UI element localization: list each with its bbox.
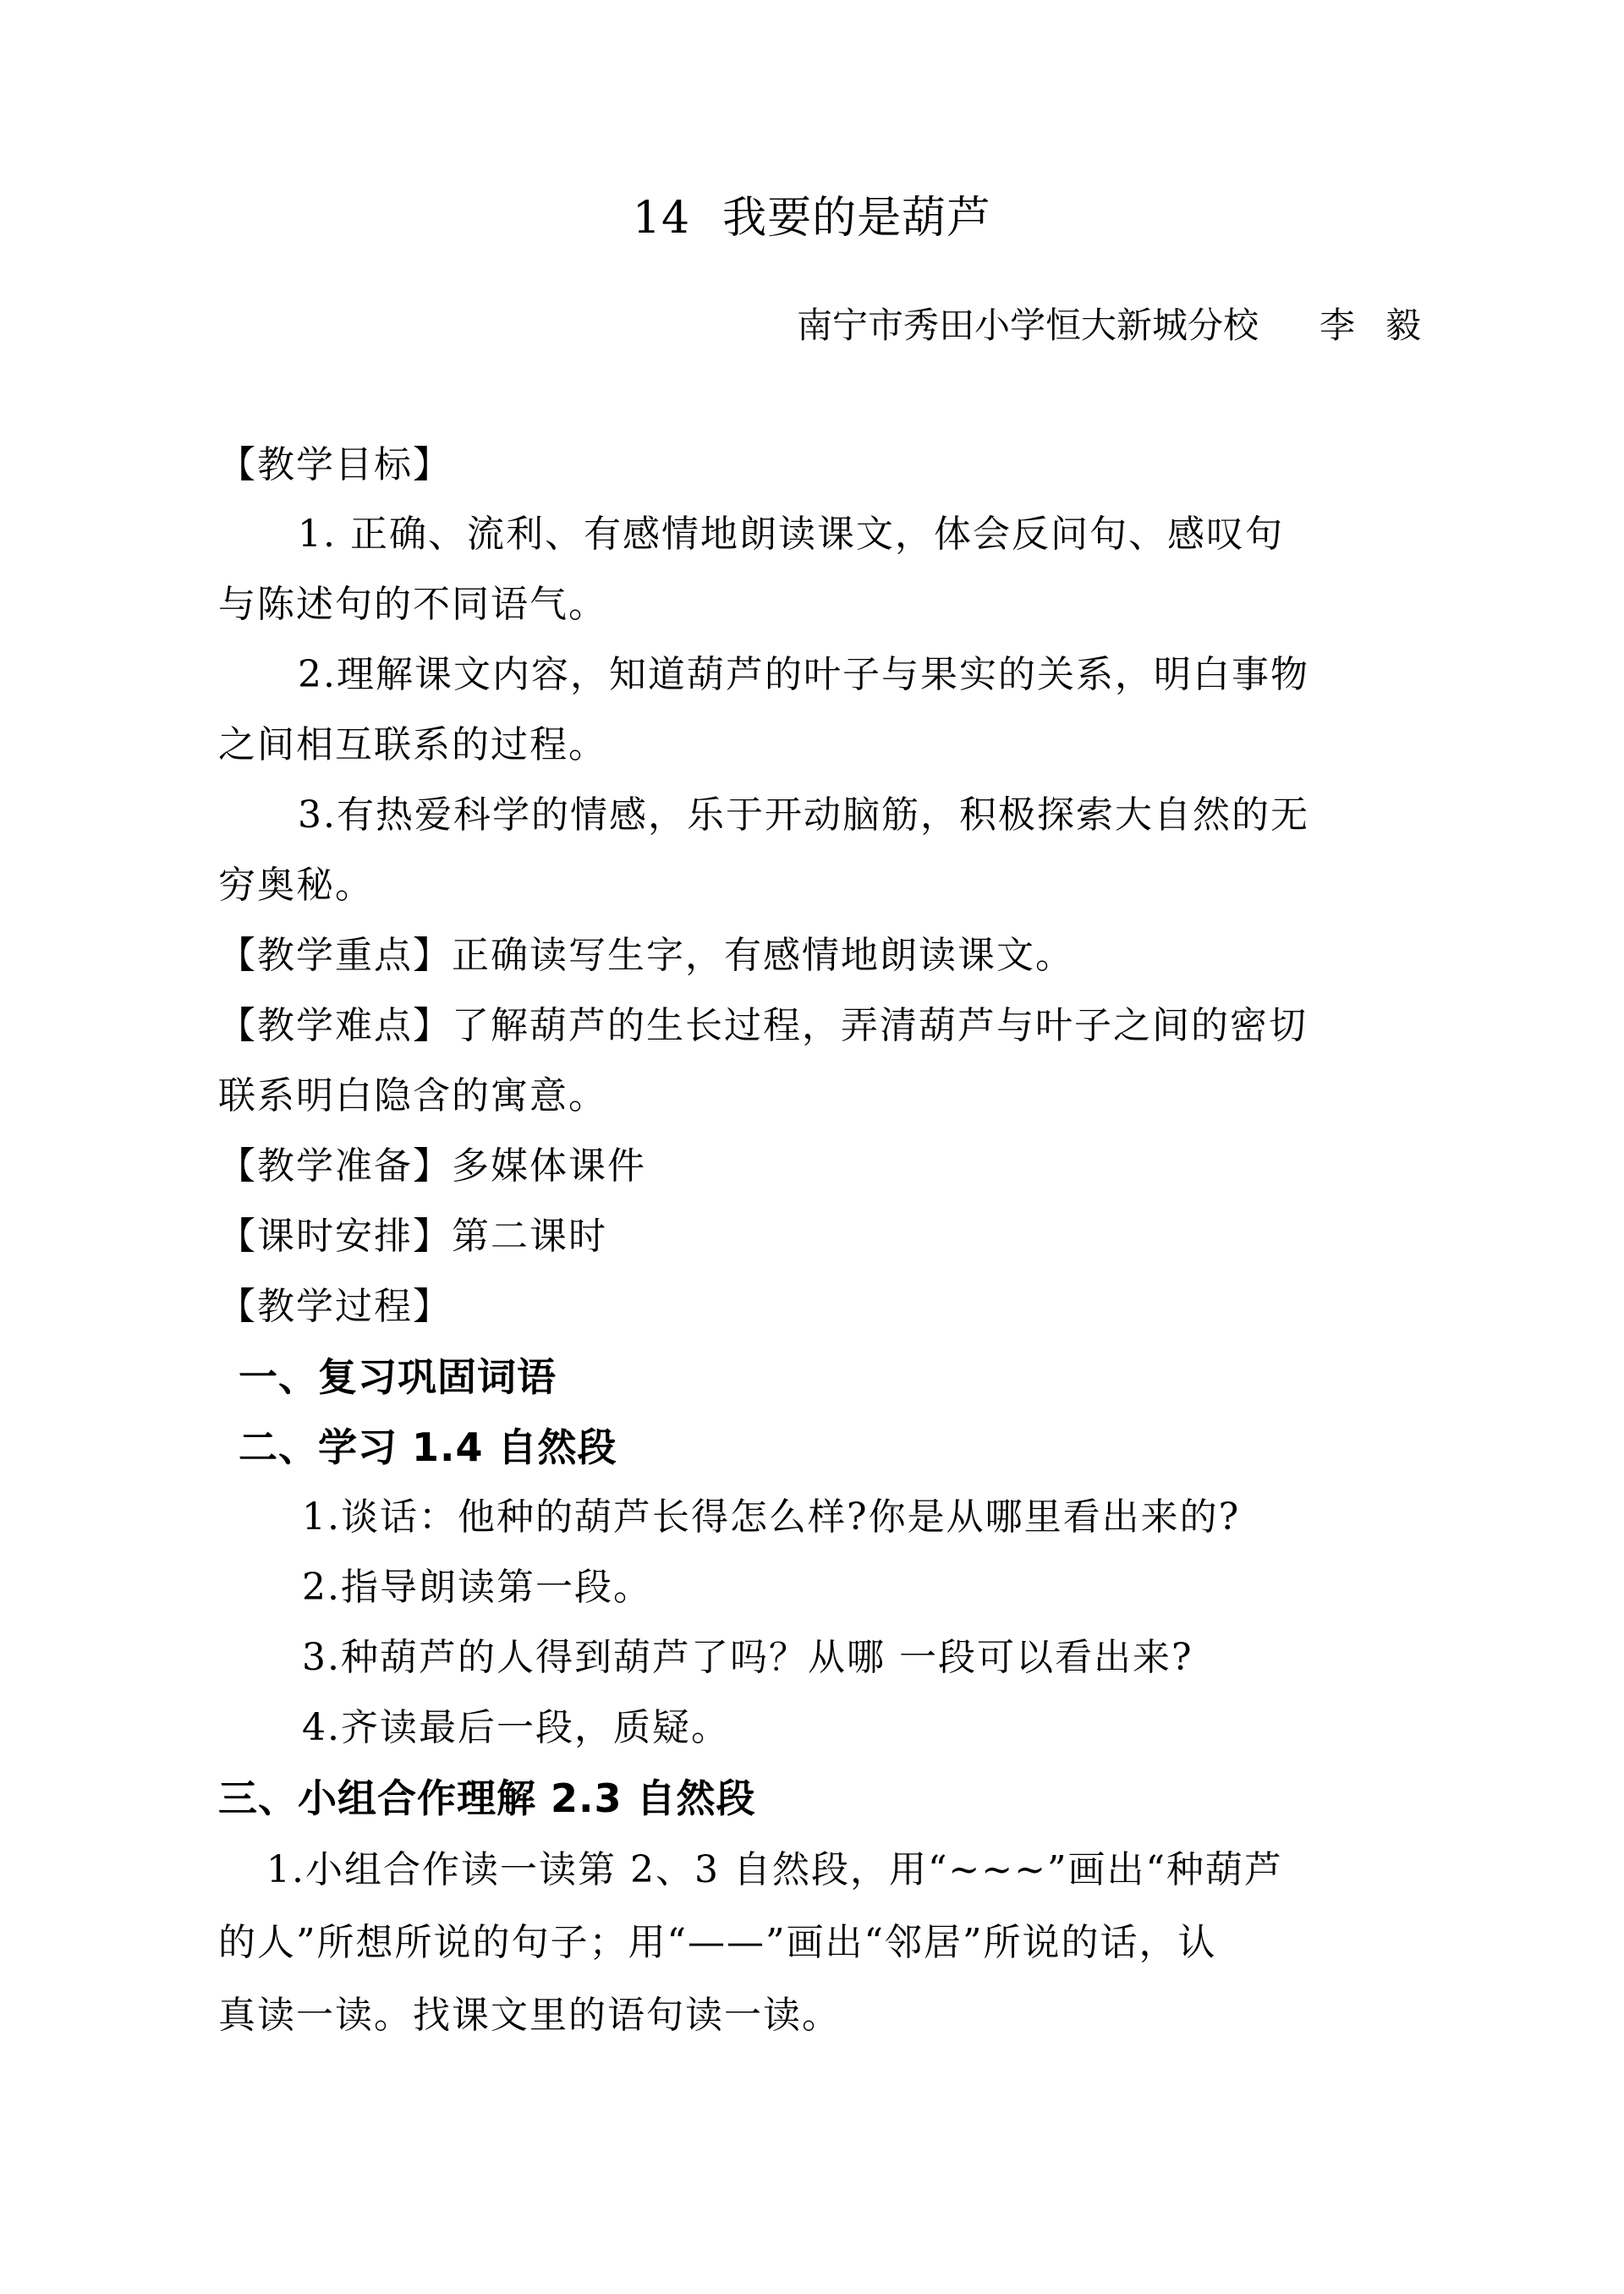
preparation: 【教学准备】多媒体课件: [218, 1144, 646, 1188]
section-3-item-1-line-1: 1.小组合作读一读第 2、3 自然段，用“~~~”画出“种葫芦: [266, 1848, 1284, 1891]
author-name-first: 李: [1319, 305, 1355, 346]
difficulty-line-2: 联系明白隐含的寓意。: [218, 1074, 607, 1117]
author-school: 南宁市秀田小学恒大新城分校: [796, 305, 1259, 346]
lesson-title: 我要的是葫芦: [722, 193, 992, 244]
goal-3-line-2: 穷奥秘。: [218, 864, 374, 907]
teaching-goals-label: 【教学目标】: [218, 443, 452, 486]
author-name-second: 毅: [1385, 305, 1421, 346]
teaching-process-label: 【教学过程】: [218, 1285, 452, 1328]
section-2-item-4: 4.齐读最后一段，质疑。: [302, 1706, 730, 1749]
key-points: 【教学重点】正确读写生字，有感情地朗读课文。: [218, 934, 1074, 977]
section-3-item-1-line-2: 的人”所想所说的句子；用“——”画出“邻居”所说的话，认: [218, 1921, 1217, 1964]
goal-2-line-1: 2.理解课文内容，知道葫芦的叶子与果实的关系，明白事物: [298, 653, 1309, 696]
section-1-heading: 一、复习巩固词语: [239, 1354, 557, 1400]
lesson-number: 14: [632, 193, 691, 244]
goal-2-line-2: 之间相互联系的过程。: [218, 723, 607, 766]
document-title: [0, 184, 1624, 252]
section-2-item-1: 1.谈话：他种的葫芦长得怎么样?你是从哪里看出来的?: [302, 1495, 1241, 1539]
difficulty-line-1: 【教学难点】了解葫芦的生长过程，弄清葫芦与叶子之间的密切: [218, 1004, 1308, 1047]
goal-1-line-1: 1. 正确、流利、有感情地朗读课文，体会反问句、感叹句: [298, 513, 1284, 556]
schedule: 【课时安排】第二课时: [218, 1215, 607, 1258]
section-3-item-1-line-3: 真读一读。找课文里的语句读一读。: [218, 1994, 841, 2037]
section-3-heading: 三、小组合作理解 2.3 自然段: [218, 1775, 756, 1821]
author-line: [797, 296, 1421, 355]
goal-1-line-2: 与陈述句的不同语气。: [218, 583, 607, 626]
goal-3-line-1: 3.有热爱科学的情感，乐于开动脑筋，积极探索大自然的无: [298, 793, 1309, 837]
section-2-item-3: 3.种葫芦的人得到葫芦了吗？从哪 一段可以看出来?: [302, 1636, 1193, 1679]
section-2-item-2: 2.指导朗读第一段。: [302, 1566, 652, 1609]
section-2-heading: 二、学习 1.4 自然段: [239, 1424, 617, 1470]
